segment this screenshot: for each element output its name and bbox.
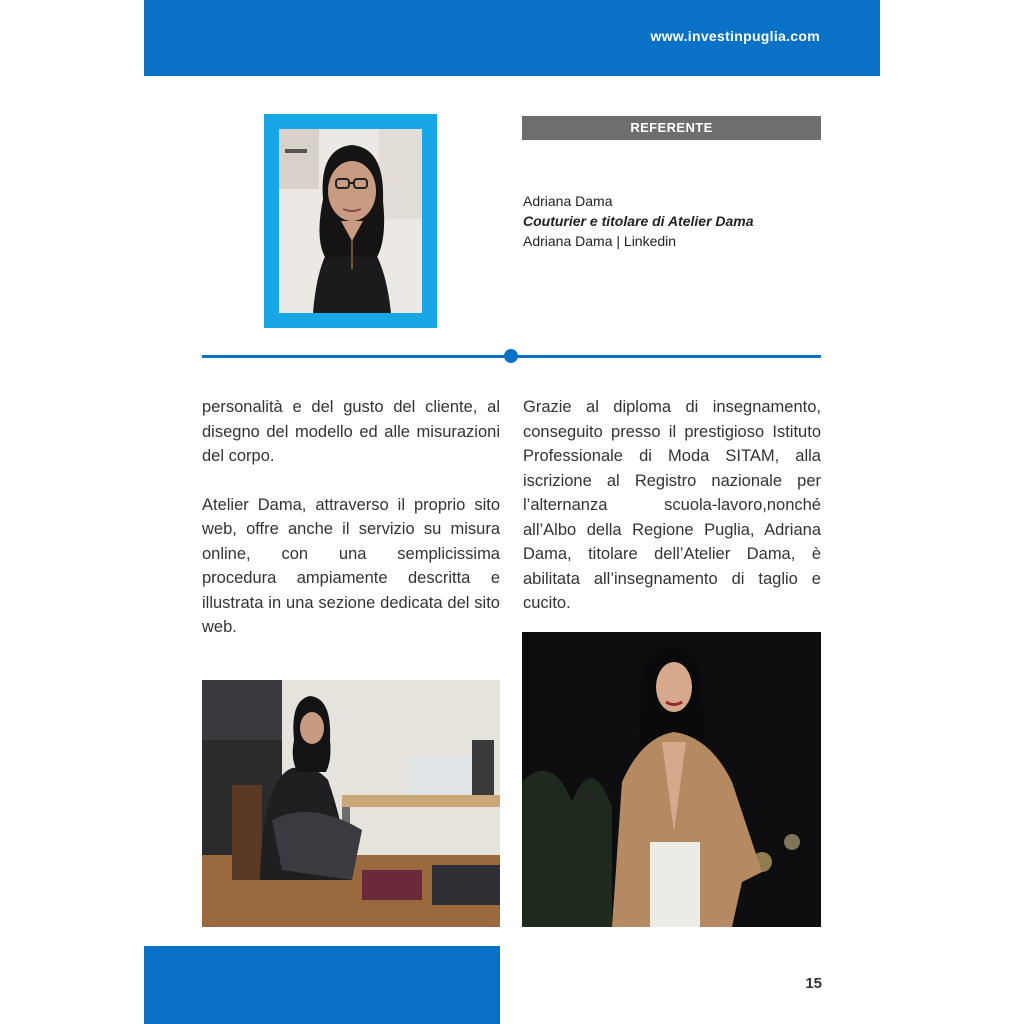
- atelier-work-photo: [202, 680, 500, 927]
- atelier-illustration: [202, 680, 500, 927]
- paragraph: Grazie al diploma di insegnamento, conseguito presso il prestigioso Istituto Professionale di Moda SITAM, alla iscrizione al Registro nazionale per l’alternanza scuola-lavoro,nonché all’Albo della Regione Puglia, Adriana Dama, titolare dell’Atelier Dama, è abilitata all’insegnamento di taglio e cucito.: [523, 398, 821, 612]
- model-illustration: [522, 632, 821, 927]
- fashion-model-photo: [522, 632, 821, 927]
- page-number: 15: [805, 975, 822, 992]
- body-column-right: [523, 395, 821, 616]
- paragraph: Atelier Dama, attraverso il proprio sito web, offre anche il servizio su misura online, con una semplicissima procedura ampiamente descritta e illustrata in una sezione dedicata del sito web.: [202, 495, 500, 636]
- portrait-illustration: [279, 129, 422, 313]
- referent-linkedin-link[interactable]: Adriana Dama | Linkedin: [523, 233, 677, 249]
- referent-name: Adriana Dama: [523, 193, 613, 209]
- referent-contact-block: [523, 191, 823, 251]
- body-column-left: [202, 395, 500, 640]
- paragraph: personalità e del gusto del cliente, al disegno del modello ed alle misurazioni del corpo.: [202, 398, 500, 465]
- section-divider-dot: [504, 349, 518, 363]
- referent-portrait-frame: [264, 114, 437, 328]
- footer-band: [144, 946, 500, 1024]
- referent-portrait-photo: [279, 129, 422, 313]
- site-url[interactable]: www.investinpuglia.com: [650, 28, 820, 44]
- header-band: [144, 0, 880, 76]
- referent-role: Couturier e titolare di Atelier Dama: [523, 213, 754, 229]
- referent-section-label: REFERENTE: [522, 116, 821, 140]
